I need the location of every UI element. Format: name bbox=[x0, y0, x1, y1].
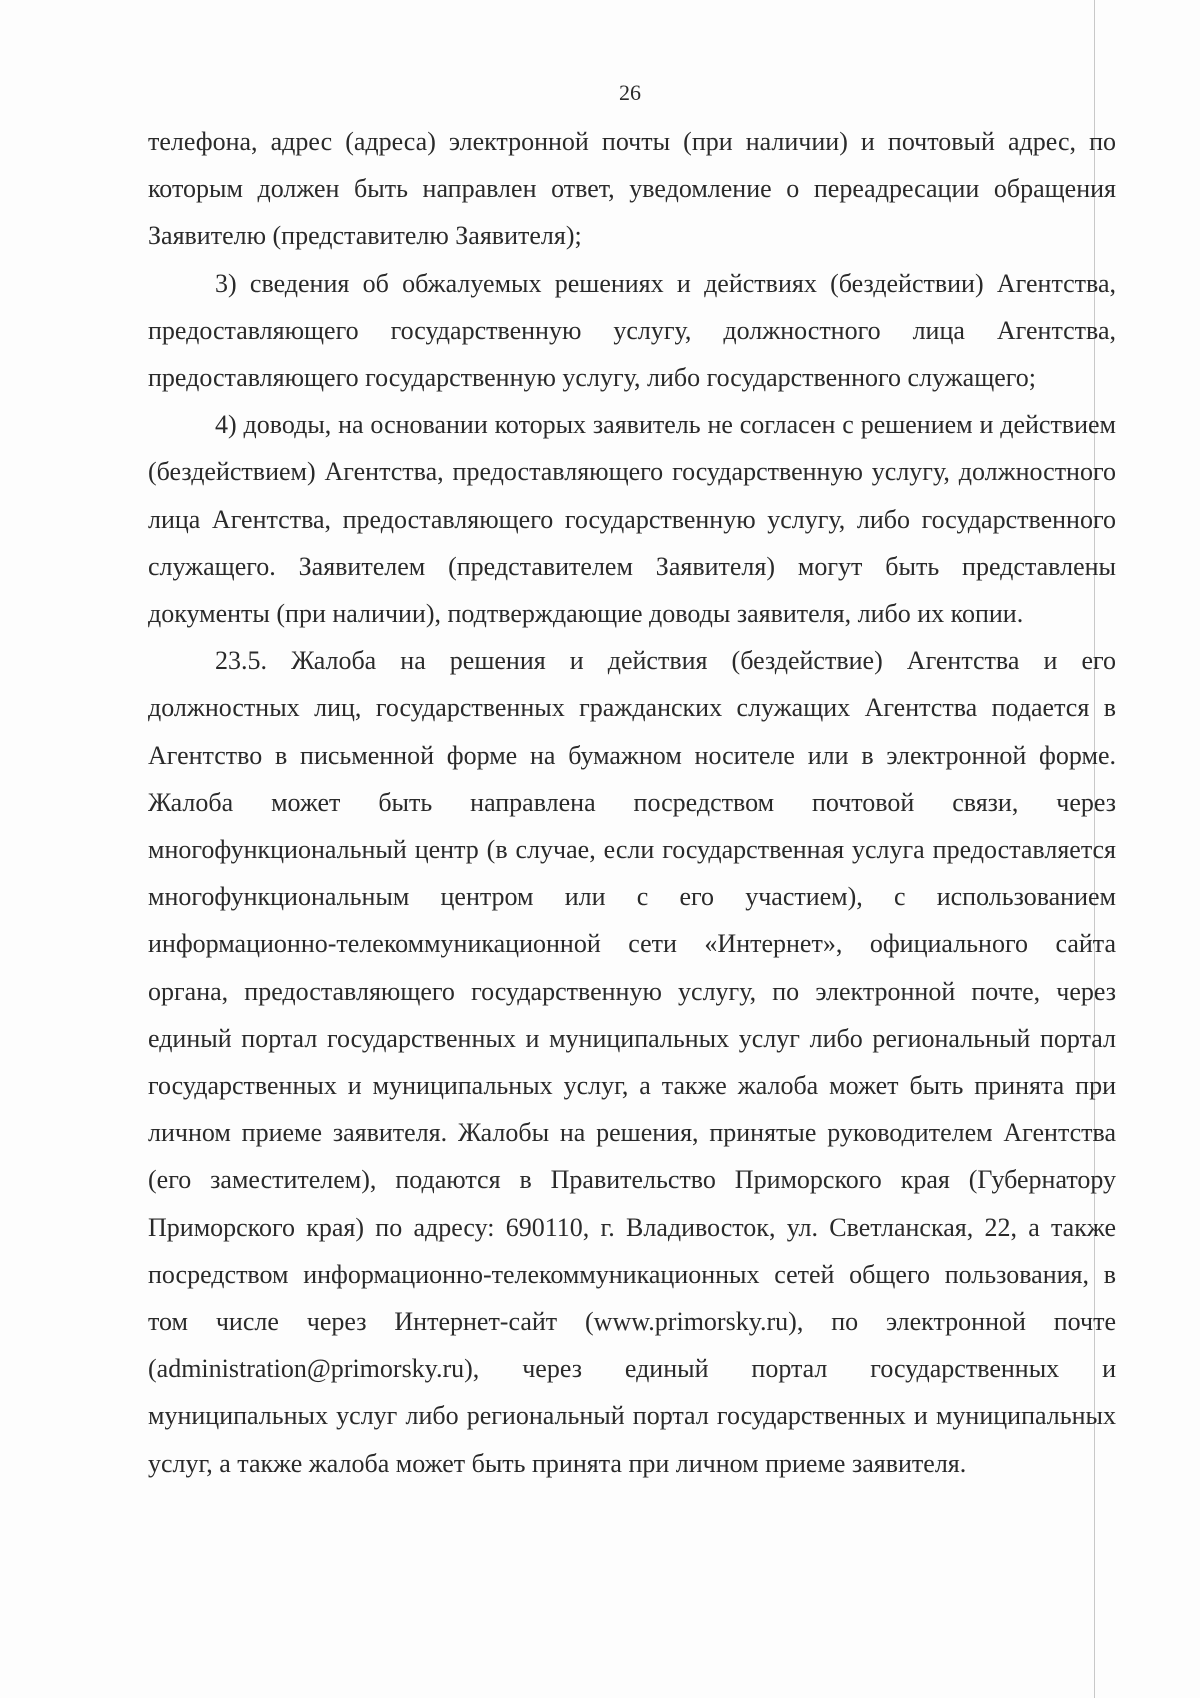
paragraph-item-4: 4) доводы, на основании которых заявитель не согласен с решением и действием (бездействием) Агентства, предоставляющего государственную услугу, должностного лица Агентства, предоставляющего государственную услугу, либо государственного служащего. Заявителем (представителем Заявителя) могут быть представлены документы (при наличии), подтверждающие доводы заявителя, либо их копии. bbox=[148, 410, 1116, 629]
paragraph-continuation-contact: телефона, адрес (адреса) электронной почты (при наличии) и почтовый адрес, по которым должен быть направлен ответ, уведомление о переадресации обращения Заявителю (представителю Заявителя); bbox=[148, 127, 1116, 251]
page-number: 26 bbox=[619, 80, 641, 105]
document-body bbox=[148, 118, 1116, 1487]
paragraph-section-23-5: 23.5. Жалоба на решения и действия (бездействие) Агентства и его должностных лиц, государственных гражданских служащих Агентства подается в Агентство в письменной форме на бумажном носителе или в электронной форме. Жалоба может быть направлена посредством почтовой связи, через многофункциональный центр (в случае, если государственная услуга предоставляется многофункциональным центром или с его участием), с использованием информационно-телекоммуникационной сети «Интернет», официального сайта органа, предоставляющего государственную услугу, по электронной почте, через единый портал государственных и муниципальных услуг либо региональный портал государственных и муниципальных услуг, а также жалоба может быть принята при личном приеме заявителя. Жалобы на решения, принятые руководителем Агентства (его заместителем), подаются в Правительство Приморского края (Губернатору Приморского края) по адресу: 690110, г. Владивосток, ул. Светланская, 22, а также посредством информационно-телекоммуникационных сетей общего пользования, в том числе через Интернет-сайт (www.primorsky.ru), по электронной почте (administration@primorsky.ru), через единый портал государственных и муниципальных услуг либо региональный портал государственных и муниципальных услуг, а также жалоба может быть принята при личном приеме заявителя. bbox=[148, 646, 1116, 1478]
paragraph-item-3: 3) сведения об обжалуемых решениях и действиях (бездействии) Агентства, предоставляющего государственную услугу, должностного лица Агентства, предоставляющего государственную услугу, либо государственного служащего; bbox=[148, 268, 1116, 393]
